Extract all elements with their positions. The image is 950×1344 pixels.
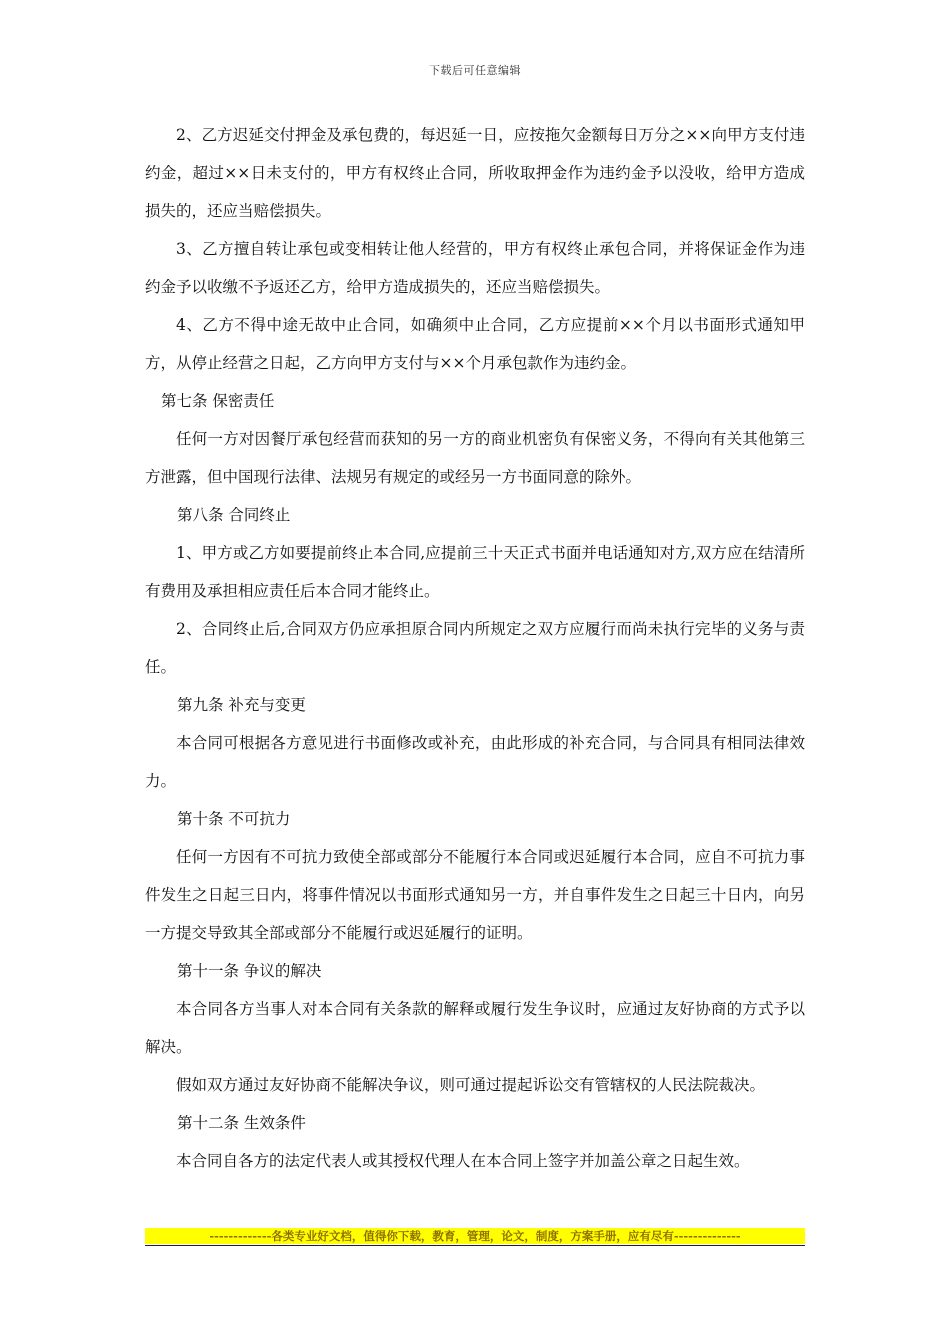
section-heading-11: 第十一条 争议的解决	[177, 962, 322, 980]
paragraph-7: 任何一方对因餐厅承包经营而获知的另一方的商业机密负有保密义务，不得向有关其他第三方泄露，但中国现行法律、法规另有规定的或经另一方书面同意的除外。	[145, 430, 805, 486]
section-heading-12: 第十二条 生效条件	[177, 1114, 306, 1132]
section-heading-9: 第九条 补充与变更	[177, 696, 306, 714]
paragraph-10: 任何一方因有不可抗力致使全部或部分不能履行本合同或迟延履行本合同，应自不可抗力事件发生之日起三日内，将事件情况以书面形式通知另一方，并自事件发生之日起三十日内，向另一方提交导致其全部或部分不能履行或迟延履行的证明。	[145, 848, 805, 942]
paragraph-8-2: 2、合同终止后,合同双方仍应承担原合同内所规定之双方应履行而尚未执行完毕的义务与责任。	[145, 620, 805, 676]
footer-divider	[145, 1245, 805, 1246]
paragraph-11-2: 假如双方通过友好协商不能解决争议，则可通过提起诉讼交有管辖权的人民法院裁决。	[176, 1076, 766, 1094]
paragraph-6-4: 4、乙方不得中途无故中止合同，如确须中止合同，乙方应提前××个月以书面形式通知甲方，从停止经营之日起，乙方向甲方支付与××个月承包款作为违约金。	[145, 316, 805, 372]
paragraph-6-2: 2、乙方迟延交付押金及承包费的，每迟延一日，应按拖欠金额每日万分之××向甲方支付违约金，超过××日未支付的，甲方有权终止合同，所收取押金作为违约金予以没收，给甲方造成损失的，还应当赔偿损失。	[145, 126, 805, 220]
paragraph-8-1: 1、甲方或乙方如要提前终止本合同,应提前三十天正式书面并电话通知对方,双方应在结清所有费用及承担相应责任后本合同才能终止。	[145, 544, 805, 600]
footer-banner	[145, 1228, 805, 1244]
header-note: 下载后可任意编辑	[429, 64, 521, 77]
paragraph-9: 本合同可根据各方意见进行书面修改或补充，由此形成的补充合同，与合同具有相同法律效力。	[145, 734, 805, 790]
document-body	[145, 116, 805, 1180]
section-heading-10: 第十条 不可抗力	[177, 810, 291, 828]
paragraph-11-1: 本合同各方当事人对本合同有关条款的解释或履行发生争议时，应通过友好协商的方式予以解决。	[145, 1000, 805, 1056]
section-heading-7: 第七条 保密责任	[161, 392, 275, 410]
paragraph-12: 本合同自各方的法定代表人或其授权代理人在本合同上签字并加盖公章之日起生效。	[176, 1152, 750, 1170]
footer-banner-text: -------------各类专业好文档，值得你下载，教育，管理，论文，制度，方案手册，应有尽有--------------	[209, 1229, 741, 1243]
section-heading-8: 第八条 合同终止	[177, 506, 291, 524]
paragraph-6-3: 3、乙方擅自转让承包或变相转让他人经营的，甲方有权终止承包合同，并将保证金作为违约金予以收缴不予返还乙方，给甲方造成损失的，还应当赔偿损失。	[145, 240, 805, 296]
